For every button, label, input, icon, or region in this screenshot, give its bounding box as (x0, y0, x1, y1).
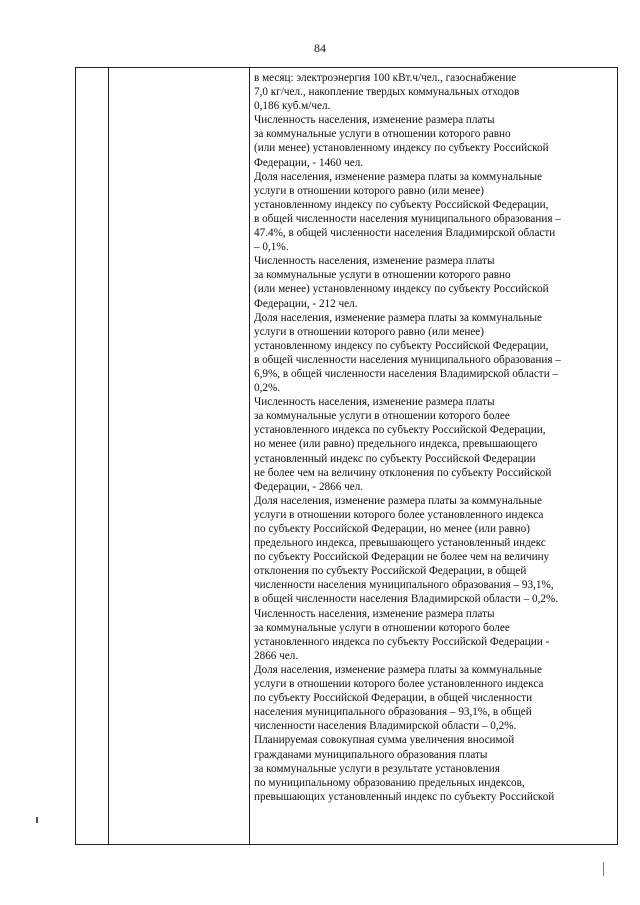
table-cell-description (250, 68, 618, 845)
text-line: установленному индексу по субъекту Российской Федерации, (254, 198, 549, 211)
text-line: численности населения Владимирской области – 0,2%. (254, 720, 517, 733)
text-line: за коммунальные услуги в отношении которого равно (254, 269, 511, 282)
text-line: услуги в отношении которого равно (или менее) (254, 184, 484, 197)
text-line: Численность населения, изменение размера платы (254, 114, 495, 127)
text-line: но менее (или равно) предельного индекса, превышающего (254, 438, 538, 451)
text-line: услуги в отношении которого равно (или менее) (254, 325, 484, 338)
text-line: (или менее) установленному индексу по субъекту Российской (254, 283, 549, 296)
text-line: Доля населения, изменение размера платы за коммунальные (254, 311, 542, 324)
text-line: – 0,1%. (254, 241, 289, 254)
text-line: населения муниципального образования – 93,1%, в общей (254, 706, 532, 719)
text-line: в общей численности населения Владимирской области – 0,2%. (254, 593, 559, 606)
text-line: не более чем на величину отклонения по субъекту Российской (254, 466, 552, 479)
text-line: по субъекту Российской Федерации, но менее (или равно) (254, 523, 530, 535)
text-line: 6,9%, в общей численности населения Владимирской области – (254, 367, 559, 380)
text-line: (или менее) установленному индексу по субъекту Российской (254, 142, 549, 155)
text-line: в общей численности населения муниципального образования – (254, 353, 561, 366)
text-line: за коммунальные услуги в результате установления (254, 762, 500, 775)
text-line: отклонения по субъекту Российской Федерации, в общей (254, 565, 527, 578)
text-line: в общей численности населения муниципального образования – (254, 212, 561, 225)
table-cell-number (76, 68, 109, 845)
text-line: по муниципальному образованию предельных индексов, (254, 776, 525, 789)
text-line: за коммунальные услуги в отношении которого более (254, 410, 510, 423)
text-line: Федерации, - 1460 чел. (254, 156, 364, 169)
scan-artifact (603, 862, 604, 876)
text-line: 0,186 куб.м/чел. (254, 100, 331, 113)
text-line: Численность населения, изменение размера платы (254, 255, 495, 268)
page-number: 84 (314, 41, 326, 55)
text-line: Доля населения, изменение размера платы за коммунальные (254, 494, 542, 507)
text-line: превышающих установленный индекс по субъекту Российской (254, 790, 555, 803)
description-text (250, 68, 617, 804)
table-cell-indicator (109, 68, 250, 845)
text-line: Численность населения, изменение размера платы (254, 396, 495, 409)
text-line: 0,2%. (254, 382, 281, 395)
text-line: в месяц: электроэнергия 100 кВт.ч/чел., газоснабжение (254, 72, 517, 84)
text-line: Доля населения, изменение размера платы за коммунальные (254, 170, 542, 183)
text-line: Планируемая совокупная сумма увеличения вносимой (254, 734, 515, 747)
text-line: Федерации, - 2866 чел. (254, 480, 364, 493)
document-table (75, 67, 618, 845)
text-line: по субъекту Российской Федерации не более чем на величину (254, 551, 550, 564)
text-line: предельного индекса, превышающего установленный индекс (254, 537, 546, 550)
table-row (76, 68, 618, 845)
text-line: установленного индекса по субъекту Российской Федерации - (254, 635, 550, 648)
text-line: за коммунальные услуги в отношении которого более (254, 621, 510, 634)
text-line: гражданами муниципального образования платы (254, 748, 488, 761)
scan-artifact (36, 817, 38, 823)
text-line: Федерации, - 212 чел. (254, 297, 358, 310)
text-line: за коммунальные услуги в отношении которого равно (254, 128, 511, 141)
text-line: 7,0 кг/чел., накопление твердых коммунальных отходов (254, 86, 520, 99)
text-line: установленному индексу по субъекту Российской Федерации, (254, 339, 549, 352)
text-line: установленный индекс по субъекту Российской Федерации (254, 452, 536, 465)
text-line: услуги в отношении которого более установленного индекса (254, 678, 544, 691)
text-line: услуги в отношении которого более установленного индекса (254, 508, 544, 521)
text-line: Численность населения, изменение размера платы (254, 607, 495, 620)
text-line: 47.4%, в общей численности населения Владимирской области (254, 227, 556, 240)
text-line: численности населения муниципального образования – 93,1%, (254, 579, 554, 592)
text-line: Доля населения, изменение размера платы за коммунальные (254, 663, 542, 676)
text-line: 2866 чел. (254, 649, 299, 662)
text-line: по субъекту Российской Федерации, в общей численности (254, 692, 533, 705)
text-line: установленного индекса по субъекту Российской Федерации, (254, 424, 546, 437)
